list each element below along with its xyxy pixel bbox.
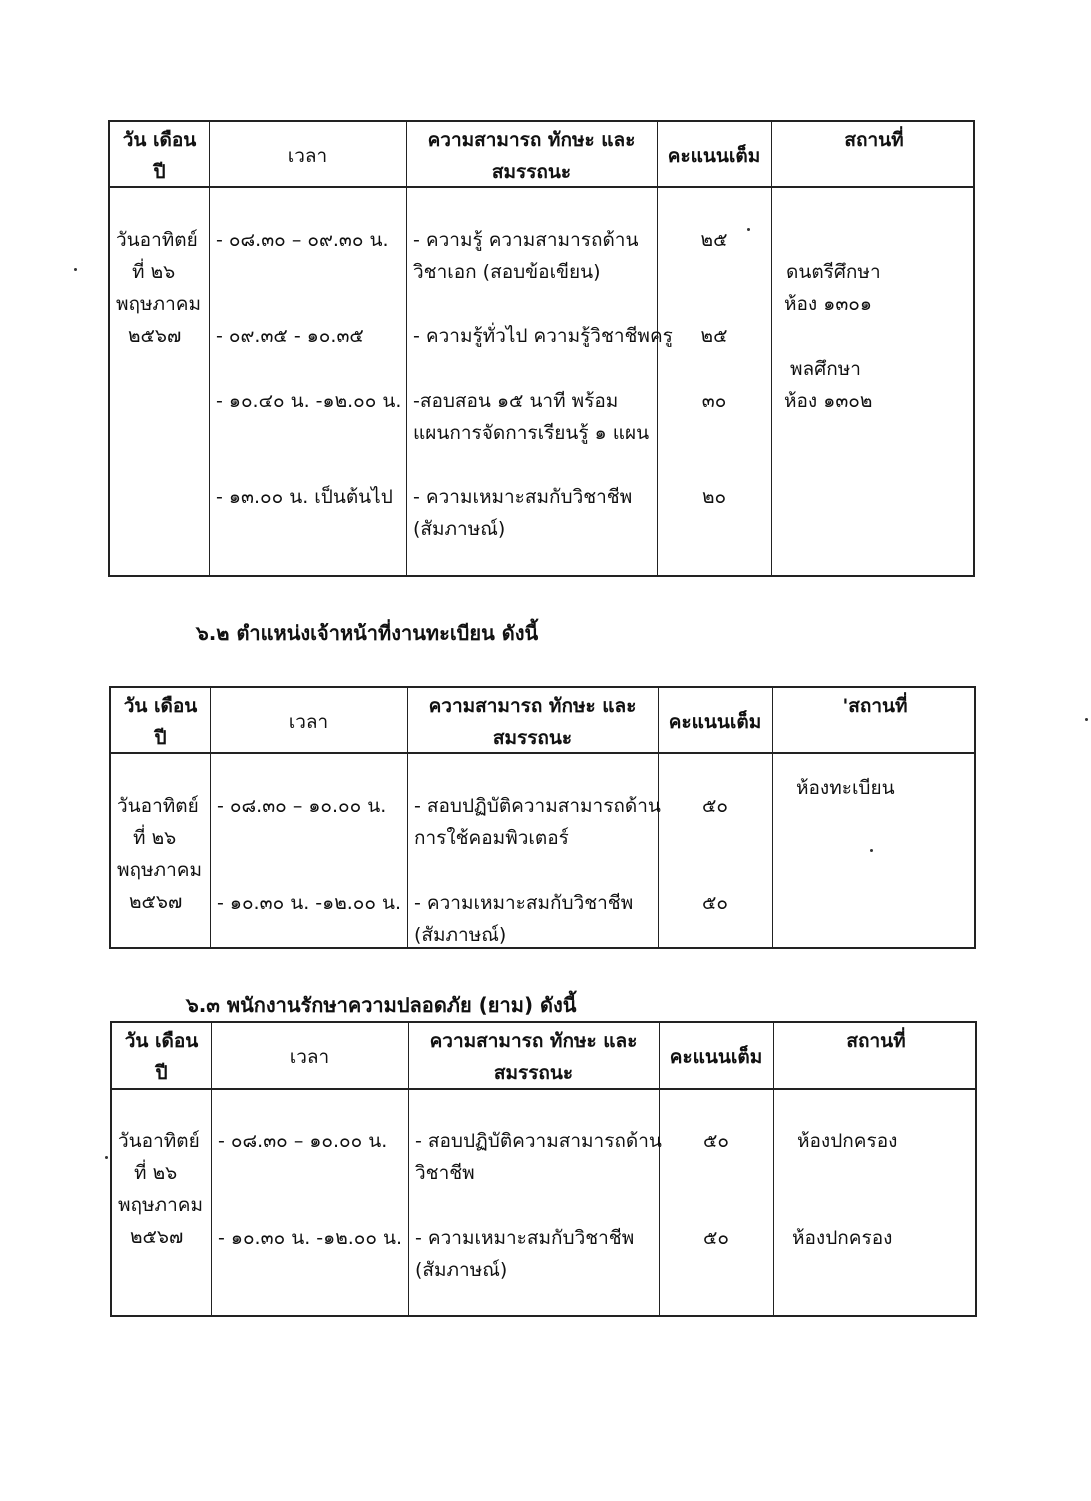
competency-item: -สอบสอน ๑๕ นาที พร้อม แผนการจัดการเรียนรู้ ๑ แผน bbox=[413, 390, 650, 444]
header-place: สถานที่ bbox=[844, 129, 904, 151]
full-score: ๓๐ bbox=[701, 390, 727, 412]
time-slot: - ๐๘.๓๐ – ๑๐.๐๐ น. bbox=[217, 795, 387, 817]
competency-item: - ความรู้ทั่วไป ความรู้วิชาชีพครู bbox=[413, 325, 673, 347]
time-slot: - ๐๘.๓๐ – ๐๙.๓๐ น. bbox=[216, 229, 389, 251]
exam-place: ห้องปกครอง bbox=[792, 1227, 893, 1249]
header-score: คะแนนเต็ม bbox=[668, 711, 762, 733]
full-score: ๕๐ bbox=[702, 892, 728, 914]
column-divider bbox=[406, 122, 407, 575]
time-slot: - ๑๐.๓๐ น. -๑๒.๐๐ น. bbox=[217, 892, 402, 914]
column-divider bbox=[209, 122, 210, 575]
exam-schedule-table-2 bbox=[109, 686, 976, 949]
header-place: 'สถานที่ bbox=[842, 695, 908, 717]
column-divider bbox=[771, 122, 772, 575]
competency-item: - ความเหมาะสมกับวิชาชีพ (สัมภาษณ์) bbox=[414, 892, 634, 946]
time-slot: - ๑๐.๔๐ น. -๑๒.๐๐ น. bbox=[216, 390, 402, 412]
full-score: ๕๐ bbox=[702, 795, 728, 817]
scan-speck bbox=[1085, 718, 1088, 721]
time-slot: - ๑๓.๐๐ น. เป็นต้นไป bbox=[216, 486, 393, 508]
scan-speck bbox=[747, 228, 750, 231]
header-score: คะแนนเต็ม bbox=[667, 145, 761, 167]
section-heading-registrar: ๖.๒ ตำแหน่งเจ้าหน้าที่งานทะเบียน ดังนี้ bbox=[196, 621, 539, 645]
exam-schedule-table-3 bbox=[110, 1021, 977, 1317]
header-place: สถานที่ bbox=[846, 1030, 906, 1052]
exam-date: วันอาทิตย์ ที่ ๒๖ พฤษภาคม ๒๕๖๗ bbox=[118, 1130, 203, 1248]
full-score: ๕๐ bbox=[703, 1227, 729, 1249]
competency-item: - สอบปฏิบัติความสามารถด้าน วิชาชีพ bbox=[415, 1130, 662, 1184]
exam-schedule-table-1 bbox=[108, 120, 975, 577]
column-divider bbox=[772, 688, 773, 947]
header-score: คะแนนเต็ม bbox=[669, 1046, 763, 1068]
header-date: วัน เดือน ปี bbox=[123, 695, 198, 749]
header-competency: ความสามารถ ทักษะ และ สมรรถนะ bbox=[428, 695, 637, 749]
header-time: เวลา bbox=[288, 711, 329, 733]
header-time: เวลา bbox=[287, 145, 328, 167]
exam-date: วันอาทิตย์ ที่ ๒๖ พฤษภาคม ๒๕๖๗ bbox=[116, 229, 201, 347]
competency-item: - ความรู้ ความสามารถด้าน วิชาเอก (สอบข้อเขียน) bbox=[413, 229, 639, 283]
header-date: วัน เดือน ปี bbox=[124, 1030, 199, 1084]
competency-item: - สอบปฏิบัติความสามารถด้าน การใช้คอมพิวเตอร์ bbox=[414, 795, 661, 849]
time-slot: - ๑๐.๓๐ น. -๑๒.๐๐ น. bbox=[218, 1227, 403, 1249]
time-slot: - ๐๙.๓๕ - ๑๐.๓๕ bbox=[216, 325, 364, 347]
exam-place: ห้องทะเบียน bbox=[796, 777, 895, 799]
header-time: เวลา bbox=[289, 1046, 330, 1068]
scan-speck bbox=[870, 849, 873, 852]
full-score: ๒๐ bbox=[701, 486, 727, 508]
header-date: วัน เดือน ปี bbox=[122, 129, 197, 183]
full-score: ๒๕ bbox=[700, 325, 728, 347]
header-competency: ความสามารถ ทักษะ และ สมรรถนะ bbox=[427, 129, 636, 183]
header-competency: ความสามารถ ทักษะ และ สมรรถนะ bbox=[429, 1030, 638, 1084]
section-heading-security-guard: ๖.๓ พนักงานรักษาความปลอดภัย (ยาม) ดังนี้ bbox=[186, 993, 577, 1017]
full-score: ๒๕ bbox=[700, 229, 728, 251]
exam-place: พลศึกษา ห้อง ๑๓๐๒ bbox=[784, 358, 873, 412]
scan-speck bbox=[74, 268, 77, 271]
competency-item: - ความเหมาะสมกับวิชาชีพ (สัมภาษณ์) bbox=[413, 486, 633, 540]
exam-place: ห้องปกครอง bbox=[797, 1130, 898, 1152]
exam-date: วันอาทิตย์ ที่ ๒๖ พฤษภาคม ๒๕๖๗ bbox=[117, 795, 202, 913]
column-divider bbox=[773, 1023, 774, 1315]
exam-place: ดนตรีศึกษา ห้อง ๑๓๐๑ bbox=[784, 261, 881, 315]
competency-item: - ความเหมาะสมกับวิชาชีพ (สัมภาษณ์) bbox=[415, 1227, 635, 1281]
scan-speck bbox=[105, 1156, 108, 1159]
time-slot: - ๐๘.๓๐ – ๑๐.๐๐ น. bbox=[218, 1130, 388, 1152]
full-score: ๕๐ bbox=[703, 1130, 729, 1152]
